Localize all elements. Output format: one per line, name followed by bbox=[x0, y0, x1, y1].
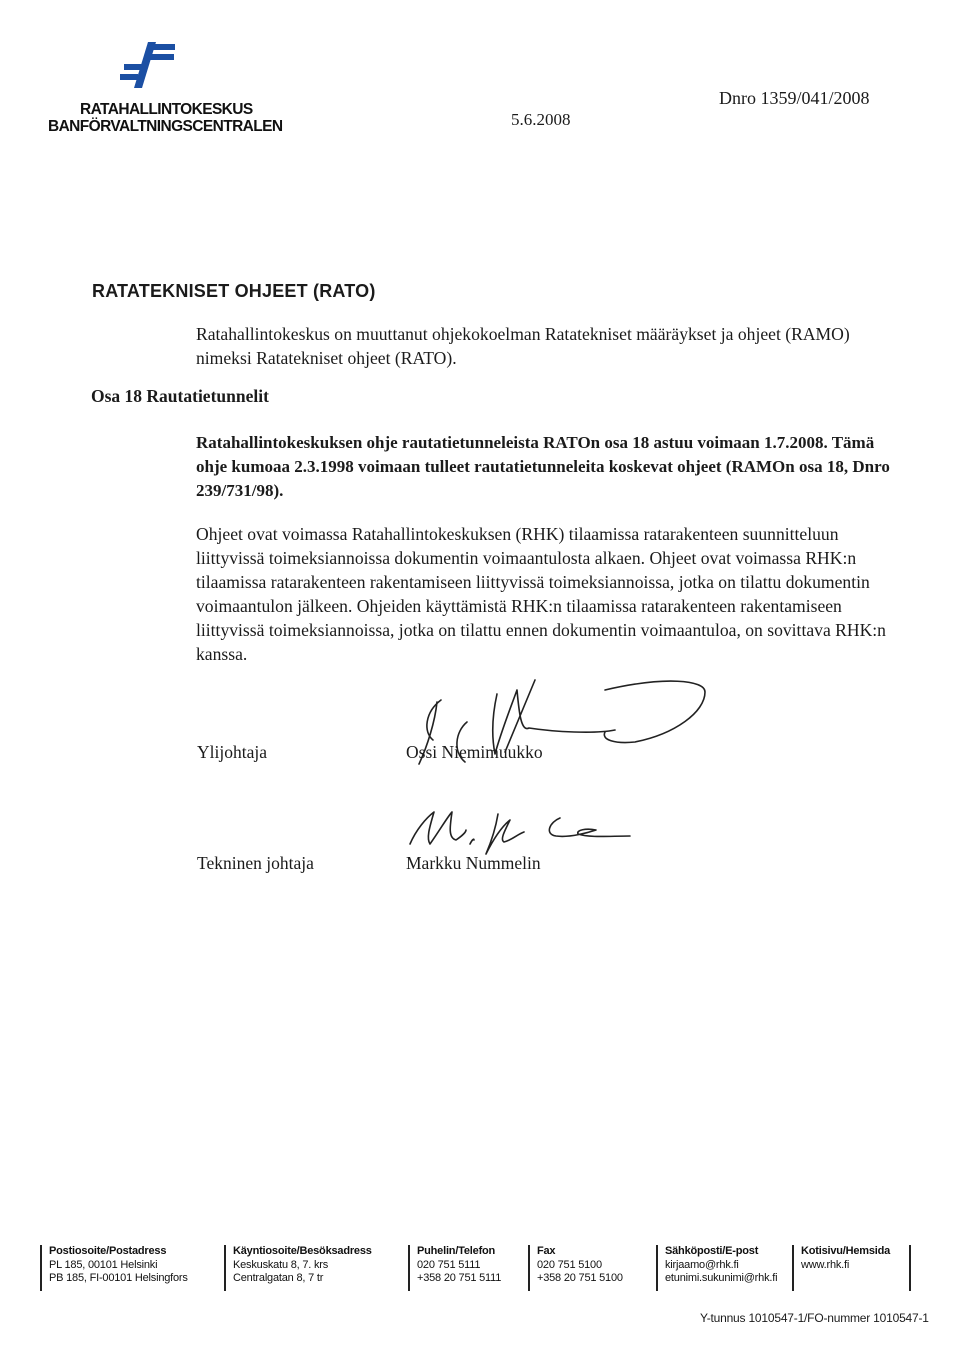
signer-1-name: Ossi Niemimuukko bbox=[406, 742, 543, 762]
footer-line: Keskuskatu 8, 7. krs bbox=[233, 1258, 329, 1271]
footer-phone bbox=[408, 1245, 517, 1291]
footer-line: PL 185, 00101 Helsinki bbox=[49, 1258, 158, 1271]
footer-heading: Käyntiosoite/Besöksadress bbox=[233, 1245, 372, 1257]
signer-1-title: Ylijohtaja bbox=[197, 742, 267, 762]
footer-website bbox=[792, 1245, 911, 1291]
footer-heading: Postiosoite/Postadress bbox=[49, 1245, 167, 1257]
intro-paragraph: Ratahallintokeskus on muuttanut ohjekokoelman Ratatekniset määräykset ja ohjeet (RAMO) nimeksi Ratatekniset ohjeet (RATO). bbox=[196, 324, 850, 368]
footer-email-link[interactable]: kirjaamo@rhk.fi bbox=[665, 1258, 739, 1271]
footer-fax bbox=[528, 1245, 637, 1291]
footer-website-link[interactable]: www.rhk.fi bbox=[801, 1258, 850, 1271]
footer-line: +358 20 751 5100 bbox=[537, 1272, 623, 1284]
validity-paragraph: Ohjeet ovat voimassa Ratahallintokeskuksen (RHK) tilaamissa ratarakenteen suunnitteluun liittyvissä toimeksiannoissa dokumentin voimaantulosta alkaen. Ohjeet ovat voimassa RHK:n tilaamissa ratarakenteen rakentamiseen liittyvissä toimeksiannoissa, jotka on tilattu dokumentin voimaantulon jälkeen. Ohjeiden käyttämistä RHK:n tilaamissa ratarakenteen rakentamiseen liittyvissä toimeksiannoissa, jotka on tilattu ennen dokumentin voimaantuloa, on sovittava RHK:n kanssa. bbox=[196, 524, 886, 664]
footer-line: +358 20 751 5111 bbox=[417, 1272, 502, 1284]
footer-heading: Kotisivu/Hemsida bbox=[801, 1245, 891, 1257]
part-label: Osa 18 Rautatietunnelit bbox=[91, 386, 269, 406]
notice-paragraph: Ratahallintokeskuksen ohje rautatietunneleista RATOn osa 18 astuu voimaan 1.7.2008. Tämä ohje kumoaa 2.3.1998 voimaan tulleet rautatietunneleita koskevat ohjeet (RAMOn osa 18, Dnro 239/731/98). bbox=[196, 433, 890, 500]
footer-heading: Fax bbox=[537, 1245, 556, 1257]
signature-2-icon bbox=[400, 800, 660, 860]
document-number: Dnro 1359/041/2008 bbox=[719, 88, 870, 108]
rhk-logo-icon bbox=[118, 40, 180, 90]
footer-email-link[interactable]: etunimi.sukunimi@rhk.fi bbox=[665, 1272, 778, 1284]
footer-line: 020 751 5100 bbox=[537, 1258, 602, 1271]
business-id: Y-tunnus 1010547-1/FO-nummer 1010547-1 bbox=[700, 1311, 929, 1325]
footer-line: 020 751 5111 bbox=[417, 1258, 481, 1271]
footer-visiting-address bbox=[224, 1245, 393, 1291]
org-name-fi: RATAHALLINTOKESKUS bbox=[80, 101, 253, 118]
footer-heading: Puhelin/Telefon bbox=[417, 1245, 496, 1257]
footer-line: Centralgatan 8, 7 tr bbox=[233, 1272, 324, 1284]
footer-email bbox=[656, 1245, 785, 1291]
footer-heading: Sähköposti/E-post bbox=[665, 1245, 759, 1257]
signer-2-title: Tekninen johtaja bbox=[197, 853, 314, 873]
org-name-sv: BANFÖRVALTNINGSCENTRALEN bbox=[48, 118, 283, 135]
document-heading: RATATEKNISET OHJEET (RATO) bbox=[92, 281, 376, 301]
signer-2-name: Markku Nummelin bbox=[406, 853, 541, 873]
footer-line: PB 185, FI-00101 Helsingfors bbox=[49, 1272, 188, 1284]
footer bbox=[40, 1245, 920, 1295]
footer-postal-address bbox=[40, 1245, 209, 1291]
document-date: 5.6.2008 bbox=[511, 110, 571, 129]
